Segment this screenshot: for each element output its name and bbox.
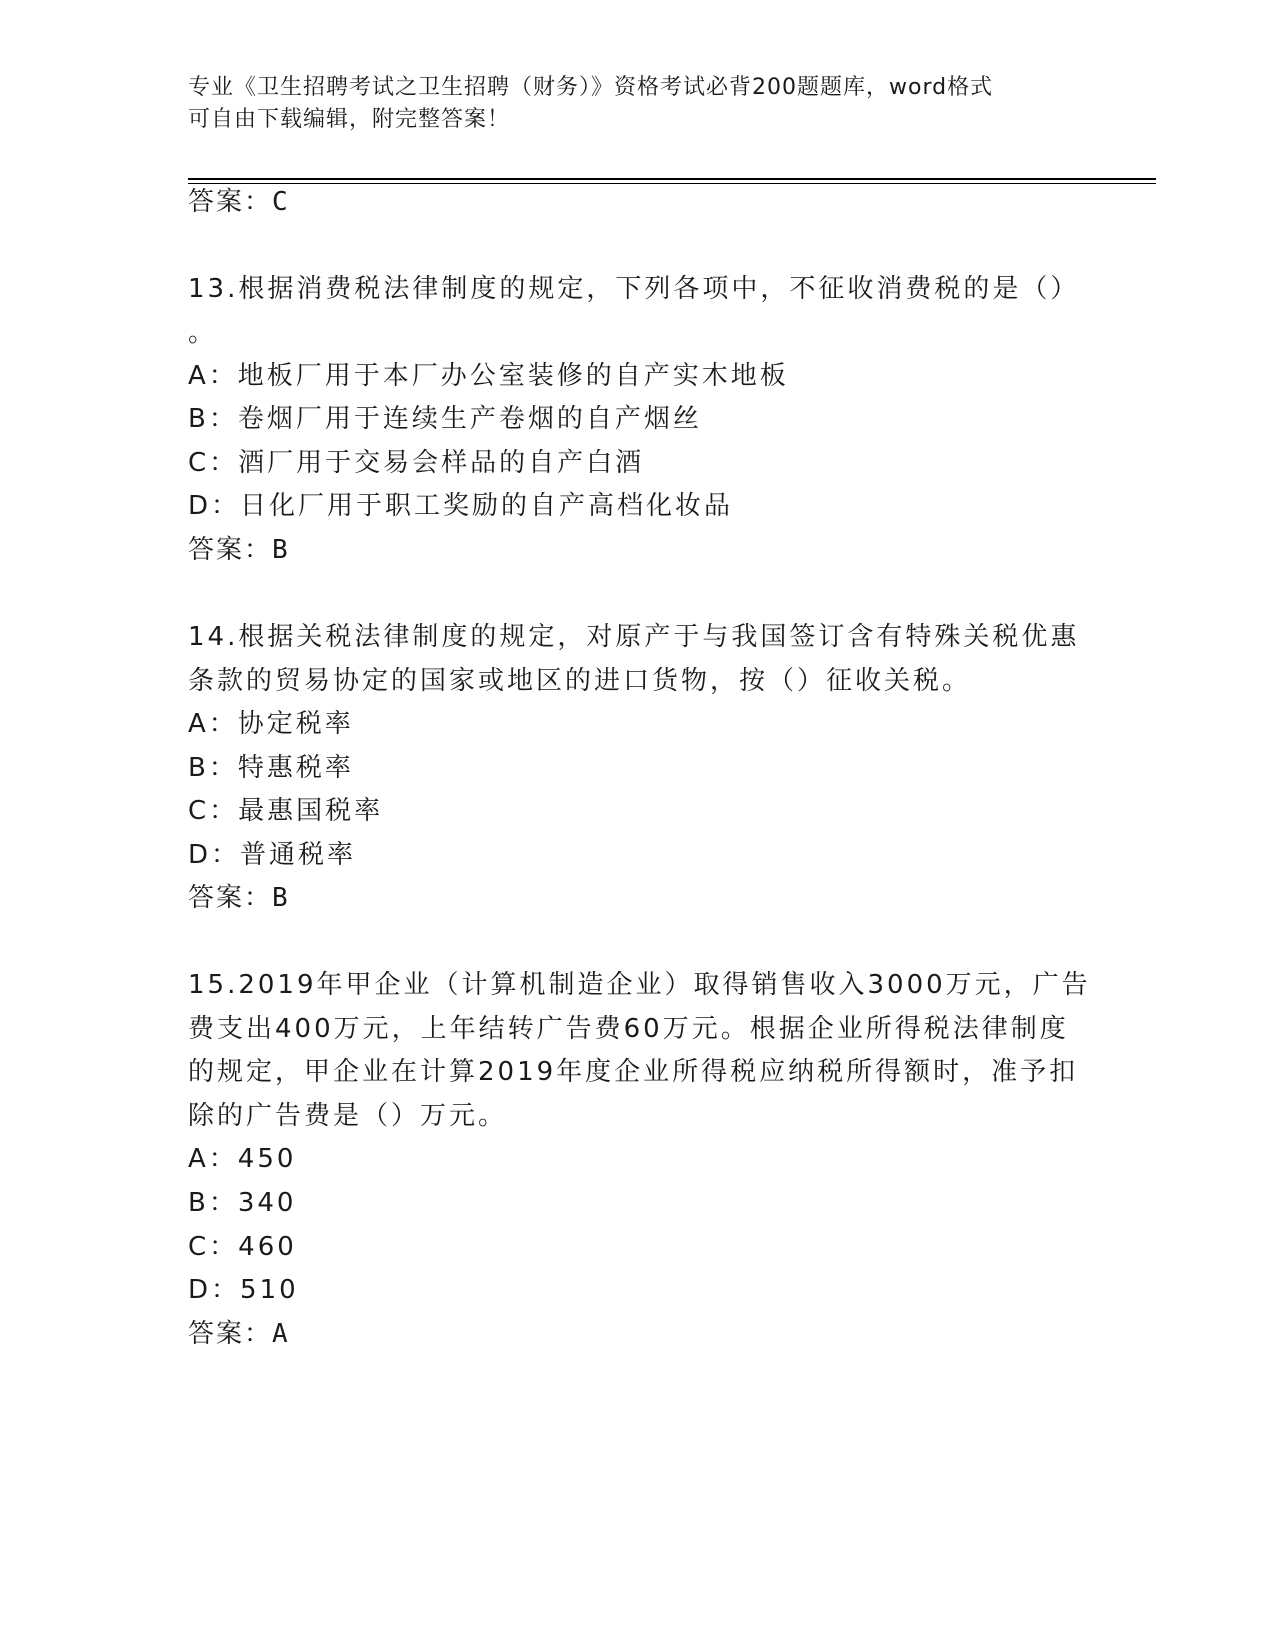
answer-label: 答案： <box>188 187 273 217</box>
question-13-stem-1: 13.根据消费税法律制度的规定，下列各项中，不征收消费税的是（） <box>188 274 1080 304</box>
question-13-stem-2: 。 <box>188 318 218 348</box>
question-14-option-b: B：特惠税率 <box>188 753 354 783</box>
header-divider-thick <box>188 178 1156 180</box>
question-15-option-c: C：460 <box>188 1232 297 1262</box>
question-15-stem-3: 的规定，甲企业在计算2019年度企业所得税应纳税所得额时，准予扣 <box>188 1057 1079 1087</box>
question-15-answer <box>188 1317 290 1351</box>
answer-label: 答案： <box>188 1319 273 1349</box>
header-line-1: 专业《卫生招聘考试之卫生招聘（财务）》资格考试必背200题题库，word格式 <box>188 75 994 100</box>
question-14-option-d: D：普通税率 <box>188 840 357 870</box>
question-15-stem-4: 除的广告费是（）万元。 <box>188 1101 508 1131</box>
document-header <box>188 72 1088 136</box>
question-15-stem-1: 15.2019年甲企业（计算机制造企业）取得销售收入3000万元，广告 <box>188 970 1091 1000</box>
question-13-option-a: A：地板厂用于本厂办公室装修的自产实木地板 <box>188 361 789 391</box>
question-14-answer <box>188 881 290 915</box>
question-13-option-b: B：卷烟厂用于连续生产卷烟的自产烟丝 <box>188 404 702 434</box>
question-13-option-c: C：酒厂用于交易会样品的自产白酒 <box>188 448 645 478</box>
question-15-option-b: B：340 <box>188 1188 297 1218</box>
answer-label: 答案： <box>188 883 273 913</box>
question-15-option-a: A：450 <box>188 1144 297 1174</box>
answer-value: C <box>272 187 290 217</box>
question-14-option-c: C：最惠国税率 <box>188 796 384 826</box>
question-14-stem-2: 条款的贸易协定的国家或地区的进口货物，按（）征收关税。 <box>188 666 972 696</box>
header-line-2: 可自由下载编辑，附完整答案！ <box>188 107 511 132</box>
question-15-stem-2: 费支出400万元，上年结转广告费60万元。根据企业所得税法律制度 <box>188 1014 1069 1044</box>
answer-label: 答案： <box>188 535 273 565</box>
header-divider-thin <box>188 183 1156 184</box>
prev-answer <box>188 185 290 219</box>
answer-value: B <box>272 535 290 565</box>
question-14-option-a: A：协定税率 <box>188 709 354 739</box>
question-13-answer <box>188 533 290 567</box>
answer-value: A <box>272 1319 290 1349</box>
question-13-option-d: D：日化厂用于职工奖励的自产高档化妆品 <box>188 491 734 521</box>
question-15-option-d: D：510 <box>188 1275 299 1305</box>
question-14-stem-1: 14.根据关税法律制度的规定，对原产于与我国签订含有特殊关税优惠 <box>188 622 1080 652</box>
answer-value: B <box>272 883 290 913</box>
